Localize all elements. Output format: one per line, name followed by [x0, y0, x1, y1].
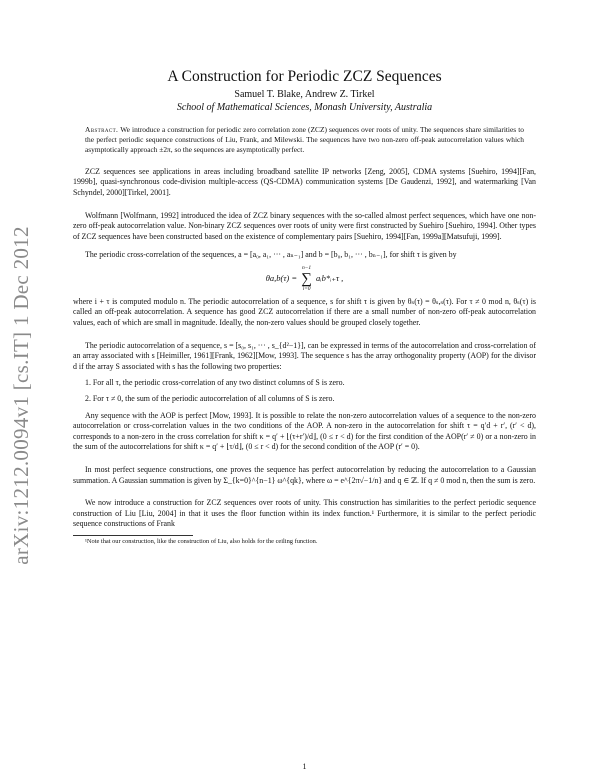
sigma-icon: ∑: [301, 270, 312, 287]
cross-correlation-equation: [73, 265, 536, 293]
paragraph-construction-intro: We now introduce a construction for ZCZ sequences over roots of unity. This construction has similarities to the perfect periodic sequence construction of Liu [Liu, 2004] in that it uses the floor function within its index function.¹ Furthermore, it is similar to the perfect periodic sequence constructions of Frank: [73, 498, 536, 529]
equation-rhs: aᵢb*ᵢ₊τ ,: [316, 272, 344, 283]
paragraph-autocorrelation: where i + τ is computed modulo n. The periodic autocorrelation of a sequence, s for shift τ is given by θₛ(τ) = θₛ,ₛ(τ). For τ ≠ 0 mod n, θₛ(τ) is called an off-peak autocorrelation. A sequence has good ZCZ autocorrelation if there are a small number of non-zero off-peak autocorrelation values, each of which are small in magnitude. Ideally, the non-zero values should be grouped closely together.: [73, 296, 536, 328]
sum-upper-limit: n−1: [301, 264, 312, 271]
paper-affiliation: School of Mathematical Sciences, Monash University, Australia: [176, 102, 433, 113]
paragraph-wolfmann: Wolfmann [Wolfmann, 1992] introduced the idea of ZCZ binary sequences with the so-called almost perfect sequences, which have one non-zero off-peak autocorrelation value. Non-binary ZCZ sequences over roots of unity were first constructed by Suehiro [Suehiro, 1994]. Other types of ZCZ sequences have been constructed based on the existence of complementary pairs [Suehiro, 1994][Fan, 1999a][Matsufuji, 1999].: [73, 210, 536, 241]
paragraph-gaussian-summation: In most perfect sequence constructions, one proves the sequence has perfect autocorrelation by reducing the autocorrelation to a Gaussian summation. A Gaussian summation is given by Σ_{k=0}^{n−1} ω^{qk}, where ω = e^{2π√−1/n} and q ∈ ℤ. If q ≠ 0 mod n, then the sum is zero.: [73, 465, 536, 485]
summation-symbol: [301, 265, 312, 293]
paragraph-array-orthogonality: The periodic autocorrelation of a sequence, s = [s₀, s₁, ··· , s_{d²−1}], can be expressed in terms of the autocorrelation and cross-correlation of an array associated with s [Heimiller, 1961][Frank, 1962][Mow, 1993]. The sequence s has the array orthogonality property (AOP) for the divisor d if the array S associated with s has the following two properties:: [73, 340, 536, 371]
footnote: ¹Note that our construction, like the construction of Liu, also holds for the ceiling function.: [85, 537, 318, 545]
aop-property-1: 1. For all τ, the periodic cross-correlation of any two distinct columns of S is zero.: [85, 378, 345, 388]
paper-authors: Samuel T. Blake, Andrew Z. Tirkel: [234, 89, 375, 100]
sum-lower-limit: i=0: [302, 285, 311, 292]
paragraph-aop-perfect: Any sequence with the AOP is perfect [Mow, 1993]. It is possible to relate the non-zero autocorrelation values of a sequence to the non-zero autocorrelation or cross-correlation values in the two conditions of the AOP. A non-zero in the autocorrelation for shift τ = q′d + r′, (r′ < d), corresponds to a non-zero in the cross correlation for shift κ = q′ + ⌊(τ+r′)/d⌋, (0 ≤ r < d) for the first condition of the AOP(r′ ≠ 0) or a non-zero in the sum of the autocorrelations for shift κ = q′ + ⌊τ/d⌋, (0 ≤ r < d) for the second condition of the AOP (r′ = 0).: [73, 410, 536, 452]
paragraph-cross-correlation: The periodic cross-correlation of the sequences, a = [a₀, a₁, ··· , aₙ₋₁] and b = [b₀, b₁, ··· , bₙ₋₁], for shift τ is given by: [85, 250, 457, 260]
paragraph-zcz-applications: ZCZ sequences see applications in areas including broadband satellite IP networks [Zeng, 2005], CDMA systems [Suehiro, 1994][Fan, 1999b], quasi-synchronous code-division multiple-access (QS-CDMA) communication systems [De Gaudenzi, 1992], and watermarking [Van Schyndel, 2000][Tirkel, 2001].: [73, 166, 536, 197]
arxiv-identifier: [4, 158, 38, 632]
equation-lhs: θa,b(τ) =: [265, 272, 298, 283]
abstract-text: We introduce a construction for periodic zero correlation zone (ZCZ) sequences over roots of unity. The sequences share similarities to the perfect periodic sequence constructions of Liu, Frank, and Milewski. The sequences have two non-zero off-peak autocorrelation values which asymptotically approach ±2π, so the sequences are asymptotically perfect.: [85, 125, 524, 154]
aop-property-2: 2. For τ ≠ 0, the sum of the periodic autocorrelation of all columns of S is zero.: [85, 394, 335, 404]
arxiv-identifier-text: arXiv:1212.0094v1 [cs.IT] 1 Dec 2012: [8, 225, 33, 565]
abstract: [85, 125, 524, 155]
abstract-lead: Abstract.: [85, 125, 119, 134]
paper-page: [73, 62, 536, 771]
footnote-rule: [73, 535, 193, 536]
paper-title: A Construction for Periodic ZCZ Sequences: [167, 68, 442, 85]
aop-properties-list: [73, 378, 536, 404]
page-number: 1: [302, 762, 307, 771]
